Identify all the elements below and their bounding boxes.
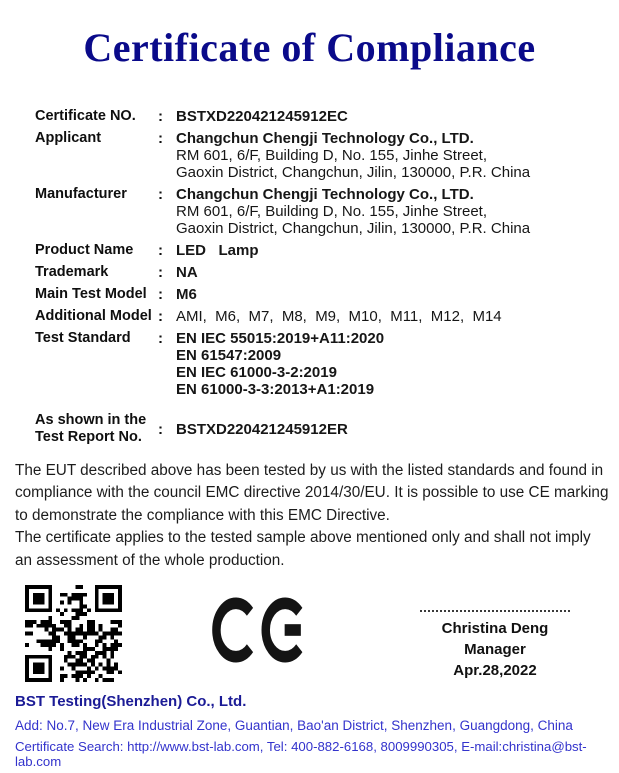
field-label: Manufacturer <box>35 186 127 202</box>
field-value-line: RM 601, 6/F, Building D, No. 155, Jinhe Street, <box>176 147 487 164</box>
field-value-line: Gaoxin District, Changchun, Jilin, 130000, P.R. China <box>176 220 531 237</box>
field-value <box>176 286 604 303</box>
signatory-role: Manager <box>464 641 526 658</box>
field-colon: : <box>158 330 163 347</box>
field-value-line: Changchun Chengji Technology Co., LTD. <box>176 130 474 147</box>
field-value-line: Gaoxin District, Changchun, Jilin, 130000, P.R. China <box>176 164 531 181</box>
certificate-title: Certificate of Compliance <box>83 25 536 70</box>
field-value-line: RM 601, 6/F, Building D, No. 155, Jinhe Street, <box>176 203 487 220</box>
field-row <box>35 308 604 325</box>
field-label: Main Test Model <box>35 286 147 302</box>
field-label: Product Name <box>35 242 134 258</box>
signature-block <box>405 610 585 681</box>
statement-paragraph: The certificate applies to the tested sample above mentioned only and shall not imply an assessment of the whole production. <box>15 529 591 569</box>
bottom-band <box>0 582 619 697</box>
field-value-line: EN IEC 55015:2019+A11:2020 <box>176 330 385 347</box>
field-value <box>176 264 604 281</box>
field-value-line: EN 61000-3-3:2013+A1:2019 <box>176 381 375 398</box>
footer-contact: Certificate Search: http://www.bst-lab.com, Tel: 400-882-6168, 8009990305, E-mail:christina@bst-lab.com <box>15 739 587 769</box>
field-row <box>35 264 604 281</box>
field-colon: : <box>158 264 163 281</box>
field-label: Certificate NO. <box>35 108 136 124</box>
field-value-line: AMI, M6, M7, M8, M9, M10, M11, M12, M14 <box>176 308 502 325</box>
field-label: Test Standard <box>35 330 131 346</box>
signature-date: Apr.28,2022 <box>453 662 537 679</box>
signatory-name: Christina Deng <box>441 620 549 637</box>
field-colon: : <box>158 108 163 125</box>
field-colon: : <box>158 186 163 203</box>
field-colon: : <box>158 130 163 147</box>
field-value-line: BSTXD220421245912EC <box>176 108 348 125</box>
field-value <box>176 308 604 325</box>
field-value-line: BSTXD220421245912ER <box>176 420 348 438</box>
field-colon: : <box>158 420 163 438</box>
fields-section <box>35 108 604 451</box>
field-value <box>176 421 604 438</box>
field-value <box>176 242 604 259</box>
field-row <box>35 130 604 181</box>
footer-company-name: BST Testing(Shenzhen) Co., Ltd. <box>15 693 247 710</box>
field-value-line: LED Lamp <box>176 242 259 259</box>
ce-mark-icon <box>210 597 310 663</box>
qr-code <box>25 585 122 682</box>
signature-line <box>420 610 570 612</box>
field-row <box>35 330 604 398</box>
field-value-line: M6 <box>176 286 197 303</box>
field-label: As shown in the Test Report No. <box>35 412 147 445</box>
field-row <box>35 286 604 303</box>
footer-address: Add: No.7, New Era Industrial Zone, Guantian, Bao'an District, Shenzhen, Guangdong, China <box>15 718 573 733</box>
field-label: Additional Model <box>35 308 152 324</box>
field-value <box>176 130 604 181</box>
field-label: Applicant <box>35 130 102 146</box>
field-row <box>35 186 604 237</box>
field-value-line: EN IEC 61000-3-2:2019 <box>176 364 337 381</box>
field-value-line: EN 61547:2009 <box>176 347 282 364</box>
field-row <box>35 108 604 125</box>
field-colon: : <box>158 308 163 325</box>
field-colon: : <box>158 242 163 259</box>
statement-paragraph: The EUT described above has been tested by us with the listed standards and found in compliance with the council EMC directive 2014/30/EU. It is possible to use CE marking to demonstrate the compliance with this EMC Directive. <box>15 462 609 524</box>
field-value <box>176 186 604 237</box>
footer <box>15 693 611 769</box>
field-value-line: NA <box>176 264 198 281</box>
field-colon: : <box>158 286 163 303</box>
field-value <box>176 108 604 125</box>
field-value-line: Changchun Chengji Technology Co., LTD. <box>176 186 474 203</box>
field-label: Trademark <box>35 264 109 280</box>
field-value <box>176 330 604 398</box>
field-row <box>35 412 604 446</box>
field-row <box>35 242 604 259</box>
compliance-statement <box>15 460 609 572</box>
